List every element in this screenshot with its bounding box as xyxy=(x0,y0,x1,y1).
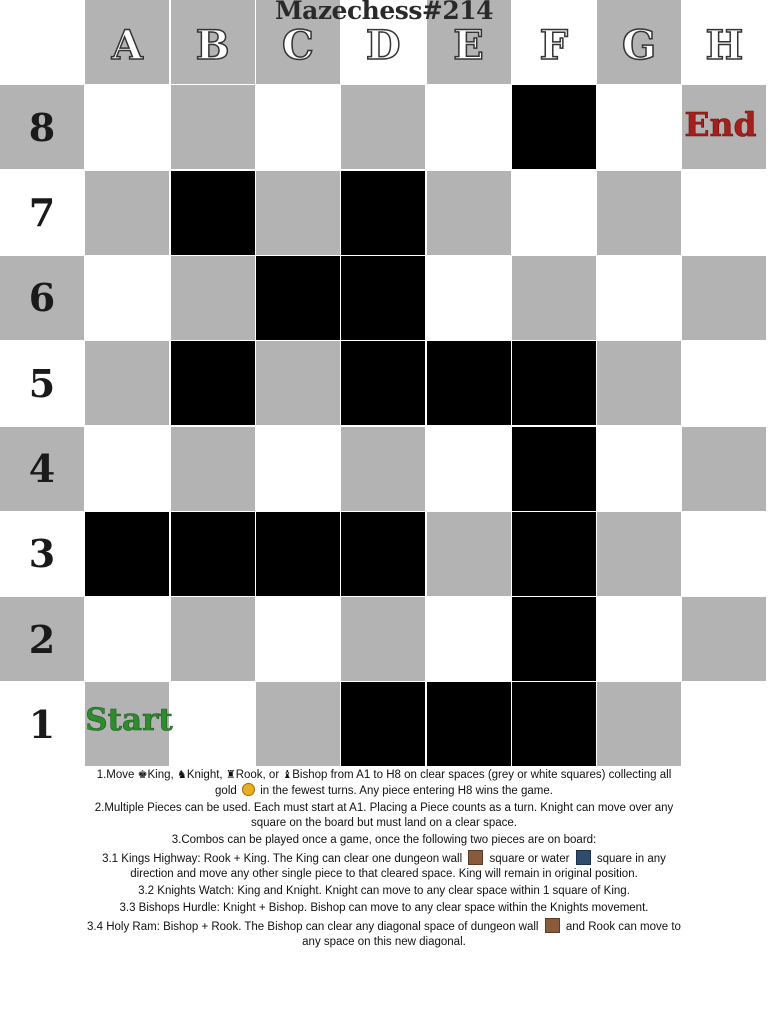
square-d8[interactable] xyxy=(341,85,425,169)
rule-3-4 xyxy=(86,918,682,950)
square-h4[interactable] xyxy=(682,427,766,511)
square-a7[interactable] xyxy=(85,171,169,255)
rule-1-knight: Knight, xyxy=(186,769,226,781)
square-g2[interactable] xyxy=(597,597,681,681)
square-a3[interactable] xyxy=(85,512,169,596)
rook-icon: ♜ xyxy=(225,769,236,781)
square-e8[interactable] xyxy=(427,85,511,169)
square-f2[interactable] xyxy=(512,597,596,681)
rule-1-text: 1.Move xyxy=(96,769,138,781)
row-label-6: 6 xyxy=(28,275,56,321)
rule-3-4-b: and Rook can move to any space on this new diagonal. xyxy=(302,921,681,948)
square-d7[interactable] xyxy=(341,171,425,255)
king-icon: ♚ xyxy=(137,769,148,781)
column-label-c: C xyxy=(281,21,314,69)
square-a4[interactable] xyxy=(85,427,169,511)
square-h6[interactable] xyxy=(682,256,766,340)
square-c5[interactable] xyxy=(256,341,340,425)
square-a2[interactable] xyxy=(85,597,169,681)
rule-3-3: 3.3 Bishops Hurdle: Knight + Bishop. Bishop can move to any clear space within the Knights movement. xyxy=(119,902,649,914)
square-f3[interactable] xyxy=(512,512,596,596)
row-label-2: 2 xyxy=(28,616,56,662)
square-c1[interactable] xyxy=(256,682,340,766)
square-e1[interactable] xyxy=(427,682,511,766)
square-a5[interactable] xyxy=(85,341,169,425)
square-d5[interactable] xyxy=(341,341,425,425)
square-b6[interactable] xyxy=(171,256,255,340)
rule-3-1-a: 3.1 Kings Highway: Rook + King. The King can clear one dungeon wall xyxy=(102,853,463,865)
rule-3-1 xyxy=(86,850,682,882)
gold-icon xyxy=(242,783,255,796)
rule-3-1-c: square in any direction and move any other single piece to that cleared space. King will remain in original position. xyxy=(130,853,666,880)
square-e5[interactable] xyxy=(427,341,511,425)
square-c7[interactable] xyxy=(256,171,340,255)
square-g1[interactable] xyxy=(597,682,681,766)
square-b2[interactable] xyxy=(171,597,255,681)
square-c6[interactable] xyxy=(256,256,340,340)
square-b4[interactable] xyxy=(171,427,255,511)
square-g3[interactable] xyxy=(597,512,681,596)
row-label-4: 4 xyxy=(28,446,56,491)
rule-1-bishop: Bishop from A1 to H8 on clear spaces (grey or white squares) collecting all gold xyxy=(215,769,672,797)
puzzle-title: Mazechess#214 xyxy=(274,0,494,25)
square-d1[interactable] xyxy=(341,682,425,766)
square-g4[interactable] xyxy=(597,427,681,511)
rule-3: 3.Combos can be played once a game, once the following two pieces are on board: xyxy=(171,834,597,846)
square-g6[interactable] xyxy=(597,256,681,340)
square-d2[interactable] xyxy=(341,597,425,681)
square-h2[interactable] xyxy=(682,597,766,681)
square-a6[interactable] xyxy=(85,256,169,340)
square-h1[interactable] xyxy=(682,682,766,766)
square-g5[interactable] xyxy=(597,341,681,425)
dungeon-wall-icon xyxy=(545,918,560,933)
rule-3-4-a: 3.4 Holy Ram: Bishop + Rook. The Bishop can clear any diagonal space of dungeon wall xyxy=(87,921,539,933)
square-b3[interactable] xyxy=(171,512,255,596)
row-label-1: 1 xyxy=(28,701,56,747)
column-label-d: D xyxy=(365,21,401,69)
column-label-h: H xyxy=(705,21,744,69)
square-c4[interactable] xyxy=(256,427,340,511)
start-label: Start xyxy=(85,702,173,739)
rule-2: 2.Multiple Pieces can be used. Each must start at A1. Placing a Piece counts as a turn. Knight can move over any square on the board but must land on a clear space. xyxy=(94,802,674,829)
square-a8[interactable] xyxy=(85,85,169,169)
dungeon-wall-icon xyxy=(468,850,483,865)
square-d6[interactable] xyxy=(341,256,425,340)
water-icon xyxy=(576,850,591,865)
rule-1-king: King, xyxy=(147,769,177,781)
row-label-7: 7 xyxy=(28,190,56,236)
square-e6[interactable] xyxy=(427,256,511,340)
square-e2[interactable] xyxy=(427,597,511,681)
square-e7[interactable] xyxy=(427,171,511,255)
row-label-5: 5 xyxy=(28,360,56,406)
column-label-g: G xyxy=(622,21,657,69)
square-e4[interactable] xyxy=(427,427,511,511)
rule-1-rook: Rook, or xyxy=(235,769,283,781)
rule-3-2: 3.2 Knights Watch: King and Knight. Knight can move to any clear space within 1 square of King. xyxy=(138,885,630,897)
knight-icon: ♞ xyxy=(176,769,187,781)
row-label-8: 8 xyxy=(28,104,56,150)
square-b7[interactable] xyxy=(171,171,255,255)
square-f6[interactable] xyxy=(512,256,596,340)
square-f5[interactable] xyxy=(512,341,596,425)
square-f1[interactable] xyxy=(512,682,596,766)
column-label-b: B xyxy=(195,21,230,69)
square-e3[interactable] xyxy=(427,512,511,596)
rule-1 xyxy=(86,768,682,799)
square-f4[interactable] xyxy=(512,427,596,511)
square-f8[interactable] xyxy=(512,85,596,169)
square-h3[interactable] xyxy=(682,512,766,596)
square-d4[interactable] xyxy=(341,427,425,511)
square-h7[interactable] xyxy=(682,171,766,255)
rule-3-1-b: square or water xyxy=(489,853,570,865)
end-label: End xyxy=(684,105,757,145)
square-c3[interactable] xyxy=(256,512,340,596)
square-f7[interactable] xyxy=(512,171,596,255)
square-g7[interactable] xyxy=(597,171,681,255)
bishop-icon: ♝ xyxy=(282,769,293,781)
rule-1-end: in the fewest turns. Any piece entering H8 wins the game. xyxy=(260,785,553,797)
square-g8[interactable] xyxy=(597,85,681,169)
square-c2[interactable] xyxy=(256,597,340,681)
square-b1[interactable] xyxy=(171,682,255,766)
square-b5[interactable] xyxy=(171,341,255,425)
square-h5[interactable] xyxy=(682,341,766,425)
square-c8[interactable] xyxy=(256,85,340,169)
column-label-a: A xyxy=(111,21,143,69)
square-b8[interactable] xyxy=(171,85,255,169)
square-d3[interactable] xyxy=(341,512,425,596)
rules-text xyxy=(86,768,682,952)
column-label-f: F xyxy=(539,21,568,69)
row-label-3: 3 xyxy=(28,531,56,577)
column-label-e: E xyxy=(453,21,484,69)
